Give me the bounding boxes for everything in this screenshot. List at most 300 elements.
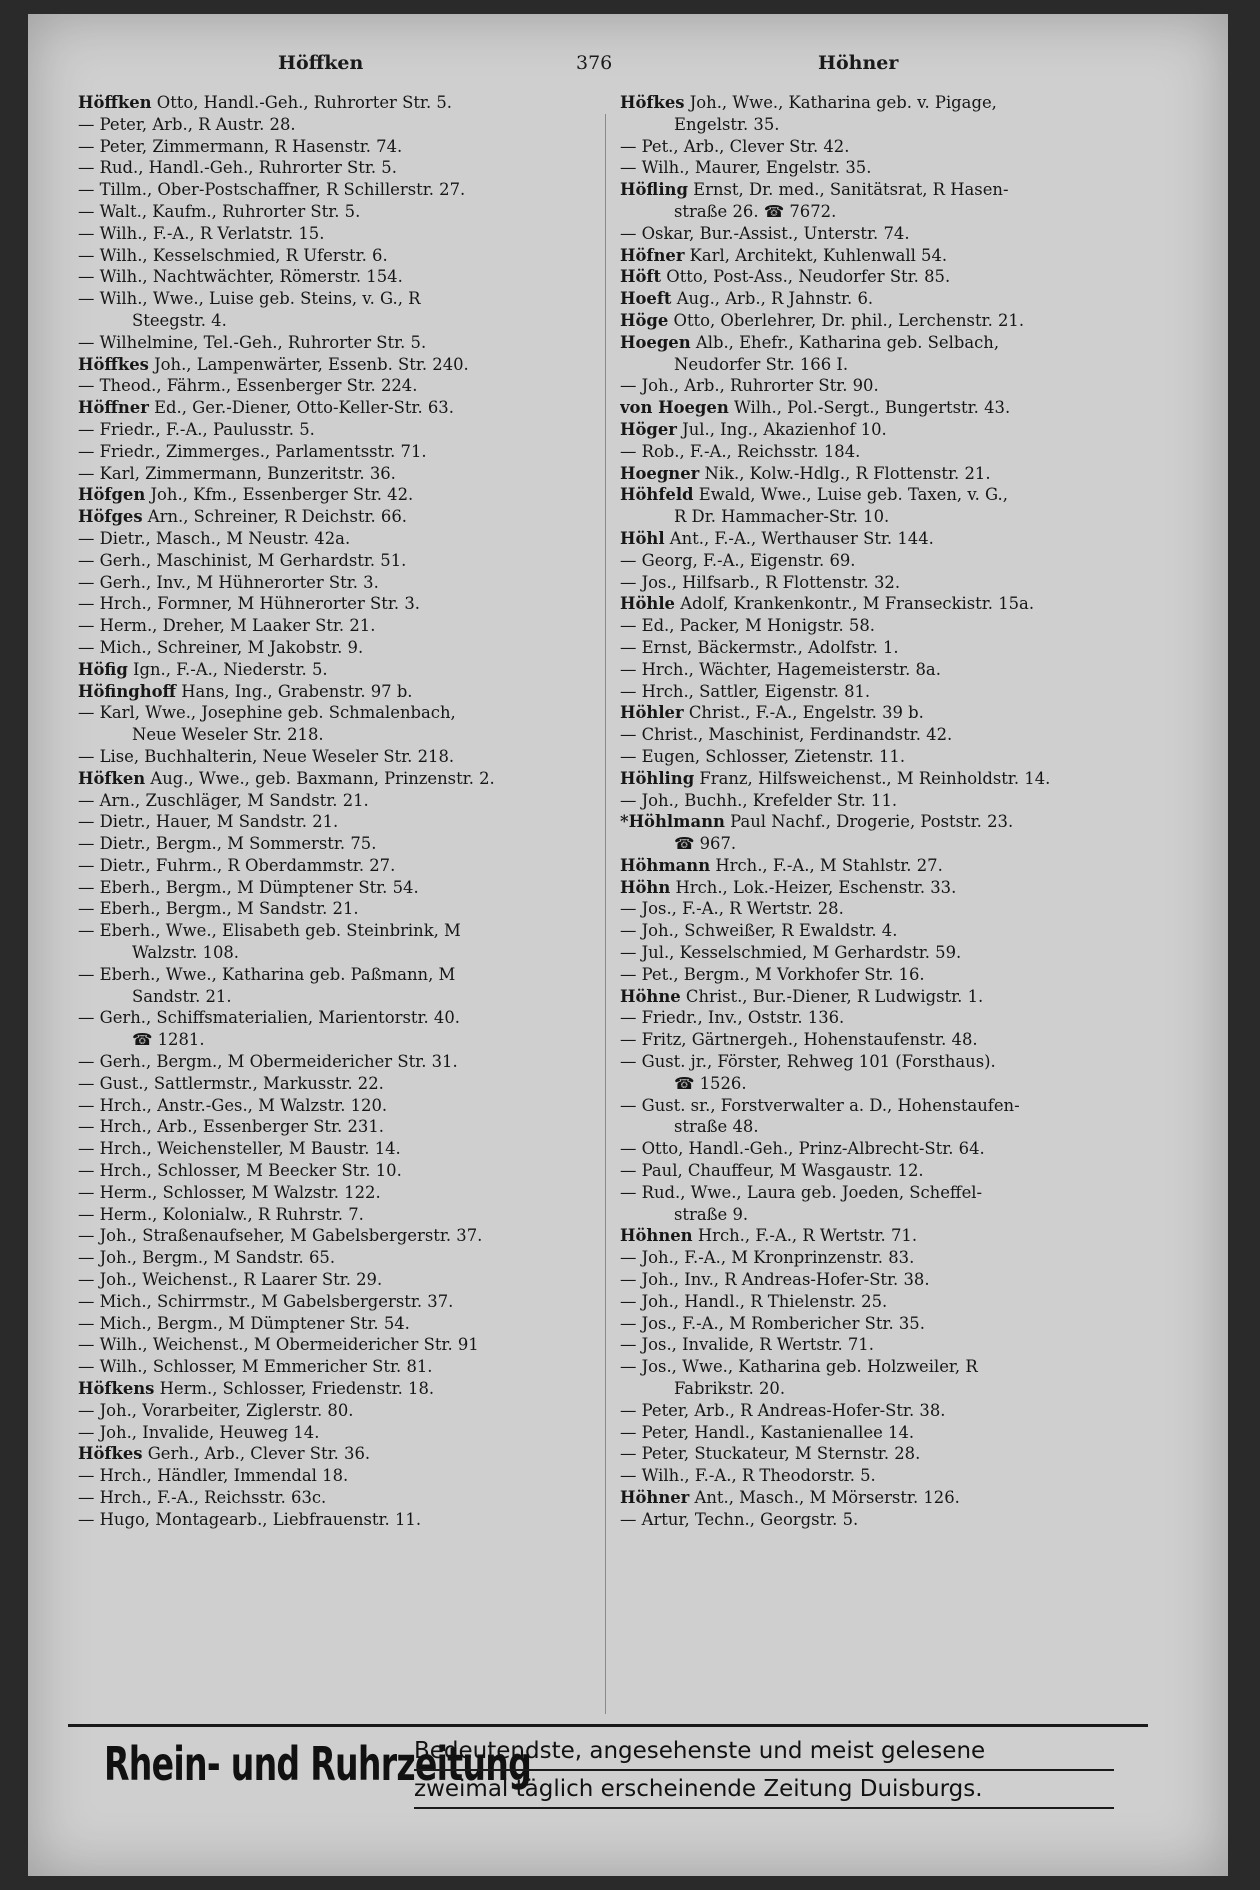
- entry-text: — Joh., Schweißer, R Ewaldstr. 4.: [620, 921, 898, 941]
- entry-text: Neue Weseler Str. 218.: [132, 725, 324, 745]
- directory-entry: [620, 964, 1200, 986]
- entry-surname: Höfling: [620, 180, 688, 200]
- entry-surname: Hoegen: [620, 332, 691, 352]
- directory-entry: [620, 877, 1200, 899]
- directory-entry: [78, 201, 618, 223]
- directory-entry: [620, 1073, 1200, 1095]
- entry-text: — Jos., Invalide, R Wertstr. 71.: [620, 1335, 874, 1355]
- entry-text: — Dietr., Bergm., M Sommerstr. 75.: [78, 834, 377, 854]
- header-right-word: Höhner: [818, 52, 899, 74]
- entry-text: Walzstr. 108.: [132, 943, 240, 963]
- entry-text: R Dr. Hammacher-Str. 10.: [674, 507, 890, 527]
- entry-text: — Joh., Invalide, Heuweg 14.: [78, 1422, 320, 1442]
- ad-line-1: Bedeutendste, angesehenste und meist gelesene: [414, 1733, 1114, 1771]
- directory-entry: [620, 811, 1200, 833]
- entry-text: — Wilhelmine, Tel.-Geh., Ruhrorter Str. 5.: [78, 332, 427, 352]
- entry-text: — Wilh., F.-A., R Theodorstr. 5.: [620, 1466, 876, 1486]
- entry-text: — Paul, Chauffeur, M Wasgaustr. 12.: [620, 1161, 924, 1181]
- entry-text: — Joh., Straßenaufseher, M Gabelsbergerstr. 37.: [78, 1226, 483, 1246]
- entry-text: — Pet., Bergm., M Vorkhofer Str. 16.: [620, 964, 925, 984]
- directory-entry: [78, 179, 618, 201]
- directory-entry: [78, 986, 618, 1008]
- entry-text: Ewald, Wwe., Luise geb. Taxen, v. G.,: [693, 485, 1008, 505]
- entry-surname: Höhl: [620, 528, 665, 548]
- entry-text: Hrch., F.-A., M Stahlstr. 27.: [710, 855, 943, 875]
- entry-text: — Hrch., Arb., Essenberger Str. 231.: [78, 1117, 384, 1137]
- directory-entry: [620, 375, 1200, 397]
- directory-entry: [620, 1116, 1200, 1138]
- entry-text: — Wilh., Maurer, Engelstr. 35.: [620, 158, 872, 178]
- directory-entry: [620, 136, 1200, 158]
- directory-entry: [620, 572, 1200, 594]
- entry-text: — Joh., Bergm., M Sandstr. 65.: [78, 1248, 336, 1268]
- entry-text: — Artur, Techn., Georgstr. 5.: [620, 1509, 859, 1529]
- entry-text: Paul Nachf., Drogerie, Poststr. 23.: [724, 812, 1014, 832]
- directory-entry: [620, 288, 1200, 310]
- directory-entry: [620, 1204, 1200, 1226]
- page-header: [28, 52, 1228, 92]
- entry-text: Jul., Ing., Akazienhof 10.: [676, 419, 887, 439]
- entry-text: — Hrch., Händler, Immendal 18.: [78, 1466, 349, 1486]
- entry-text: Christ., Bur.-Diener, R Ludwigstr. 1.: [680, 986, 984, 1006]
- entry-text: Hrch., F.-A., R Wertstr. 71.: [692, 1226, 918, 1246]
- directory-entry: [620, 659, 1200, 681]
- directory-entry: [620, 1007, 1200, 1029]
- directory-entry: [620, 223, 1200, 245]
- directory-entry: [78, 92, 618, 114]
- directory-entry: [78, 1313, 618, 1335]
- directory-entry: [78, 136, 618, 158]
- entry-text: ☎ 1526.: [674, 1073, 747, 1093]
- entry-text: Alb., Ehefr., Katharina geb. Selbach,: [690, 332, 1000, 352]
- entry-text: — Gust. sr., Forstverwalter a. D., Hohenstaufen-: [620, 1095, 1020, 1115]
- directory-entry: [78, 1269, 618, 1291]
- directory-entry: [620, 790, 1200, 812]
- directory-entry: [78, 593, 618, 615]
- directory-entry: [620, 898, 1200, 920]
- directory-entry: [620, 1465, 1200, 1487]
- directory-entry: [78, 637, 618, 659]
- entry-text: — Hrch., Formner, M Hühnerorter Str. 3.: [78, 594, 420, 614]
- entry-text: Ernst, Dr. med., Sanitätsrat, R Hasen-: [687, 180, 1009, 200]
- entry-text: — Herm., Schlosser, M Walzstr. 122.: [78, 1182, 381, 1202]
- entry-text: Steegstr. 4.: [132, 310, 227, 330]
- entry-text: Aug., Wwe., geb. Baxmann, Prinzenstr. 2.: [145, 768, 495, 788]
- entry-text: — Walt., Kaufm., Ruhrorter Str. 5.: [78, 201, 361, 221]
- directory-entry: [620, 1029, 1200, 1051]
- directory-entry: [620, 1313, 1200, 1335]
- directory-entry: [620, 1291, 1200, 1313]
- directory-entry: [78, 1182, 618, 1204]
- entry-text: — Herm., Kolonialw., R Ruhrstr. 7.: [78, 1204, 364, 1224]
- directory-entry: [620, 593, 1200, 615]
- directory-entry: [620, 245, 1200, 267]
- left-column: [78, 92, 618, 1531]
- directory-entry: [78, 1073, 618, 1095]
- directory-entry: [78, 1443, 618, 1465]
- entry-text: — Rob., F.-A., Reichsstr. 184.: [620, 441, 861, 461]
- directory-entry: [620, 441, 1200, 463]
- entry-surname: von Hoegen: [620, 398, 729, 418]
- entry-text: — Georg, F.-A., Eigenstr. 69.: [620, 550, 856, 570]
- entry-text: — Jos., F.-A., M Rombericher Str. 35.: [620, 1313, 925, 1333]
- directory-entry: [620, 506, 1200, 528]
- directory-entry: [620, 463, 1200, 485]
- entry-text: — Friedr., Zimmerges., Parlamentsstr. 71.: [78, 441, 427, 461]
- entry-surname: Höfinghoff: [78, 681, 177, 701]
- entry-text: — Karl, Zimmermann, Bunzeritstr. 36.: [78, 463, 396, 483]
- directory-entry: [78, 964, 618, 986]
- entry-text: — Rud., Wwe., Laura geb. Joeden, Scheffel-: [620, 1182, 983, 1202]
- directory-entry: [620, 637, 1200, 659]
- entry-text: — Fritz, Gärtnergeh., Hohenstaufenstr. 48.: [620, 1030, 978, 1050]
- directory-entry: [620, 1422, 1200, 1444]
- directory-entry: [78, 528, 618, 550]
- entry-text: straße 48.: [674, 1117, 759, 1137]
- entry-surname: Hoeft: [620, 289, 672, 309]
- directory-entry: [78, 506, 618, 528]
- entry-text: — Joh., Buchh., Krefelder Str. 11.: [620, 790, 898, 810]
- entry-text: Adolf, Krankenkontr., M Franseckistr. 15a.: [675, 594, 1035, 614]
- directory-entry: [620, 550, 1200, 572]
- directory-entry: [78, 1095, 618, 1117]
- ad-text: [414, 1733, 1114, 1809]
- directory-entry: [620, 768, 1200, 790]
- entry-text: Ed., Ger.-Diener, Otto-Keller-Str. 63.: [148, 398, 454, 418]
- directory-entry: [620, 1051, 1200, 1073]
- directory-entry: [78, 615, 618, 637]
- entry-text: Hrch., Lok.-Heizer, Eschenstr. 33.: [670, 877, 957, 897]
- entry-text: — Eberh., Bergm., M Sandstr. 21.: [78, 899, 359, 919]
- entry-text: — Mich., Bergm., M Dümptener Str. 54.: [78, 1313, 410, 1333]
- entry-text: — Gerh., Schiffsmaterialien, Marientorstr. 40.: [78, 1008, 460, 1028]
- entry-surname: Höger: [620, 419, 677, 439]
- directory-entry: [78, 1465, 618, 1487]
- entry-surname: Höfig: [78, 659, 128, 679]
- directory-entry: [78, 790, 618, 812]
- directory-entry: [78, 550, 618, 572]
- entry-text: — Eberh., Wwe., Elisabeth geb. Steinbrink, M: [78, 921, 461, 941]
- directory-entry: [78, 310, 618, 332]
- directory-entry: [78, 354, 618, 376]
- ad-line-2: zweimal täglich erscheinende Zeitung Duisburgs.: [414, 1771, 1114, 1809]
- directory-entry: [620, 310, 1200, 332]
- column-divider: [605, 114, 606, 1714]
- directory-entry: [78, 419, 618, 441]
- entry-text: — Peter, Arb., R Austr. 28.: [78, 114, 296, 134]
- entry-text: — Dietr., Fuhrm., R Oberdammstr. 27.: [78, 855, 396, 875]
- directory-entry: [620, 1443, 1200, 1465]
- directory-entry: [620, 724, 1200, 746]
- directory-entry: [620, 397, 1200, 419]
- entry-surname: Höfkes: [78, 1444, 143, 1464]
- directory-entry: [620, 681, 1200, 703]
- entry-text: — Gerh., Maschinist, M Gerhardstr. 51.: [78, 550, 407, 570]
- entry-text: straße 26. ☎ 7672.: [674, 201, 837, 221]
- directory-entry: [78, 1487, 618, 1509]
- directory-entry: [78, 266, 618, 288]
- entry-text: — Peter, Zimmermann, R Hasenstr. 74.: [78, 136, 403, 156]
- entry-text: — Hugo, Montagearb., Liebfrauenstr. 11.: [78, 1509, 422, 1529]
- directory-entry: [620, 1334, 1200, 1356]
- directory-entry: [620, 1247, 1200, 1269]
- entry-text: straße 9.: [674, 1204, 749, 1224]
- newspaper-advertisement: [68, 1724, 1148, 1815]
- entry-text: Engelstr. 35.: [674, 114, 780, 134]
- entry-surname: Höge: [620, 310, 669, 330]
- entry-text: — Dietr., Hauer, M Sandstr. 21.: [78, 812, 339, 832]
- entry-surname: Höhler: [620, 703, 684, 723]
- entry-text: Franz, Hilfsweichenst., M Reinholdstr. 14.: [694, 768, 1051, 788]
- entry-text: — Gerh., Inv., M Hühnerorter Str. 3.: [78, 572, 379, 592]
- directory-entry: [78, 1204, 618, 1226]
- directory-entry: [620, 1509, 1200, 1531]
- directory-entry: [78, 1007, 618, 1029]
- directory-entry: [78, 724, 618, 746]
- directory-entry: [78, 1116, 618, 1138]
- entry-text: — Eberh., Bergm., M Dümptener Str. 54.: [78, 877, 419, 897]
- directory-entry: [620, 1356, 1200, 1378]
- entry-text: Nik., Kolw.-Hdlg., R Flottenstr. 21.: [699, 463, 991, 483]
- entry-surname: Höhfeld: [620, 485, 694, 505]
- entry-text: — Jos., F.-A., R Wertstr. 28.: [620, 899, 844, 919]
- entry-text: — Theod., Fährm., Essenberger Str. 224.: [78, 376, 418, 396]
- directory-entry: [78, 463, 618, 485]
- entry-text: — Hrch., Schlosser, M Beecker Str. 10.: [78, 1161, 402, 1181]
- entry-text: — Mich., Schirrmstr., M Gabelsbergerstr. 37.: [78, 1291, 454, 1311]
- entry-text: — Hrch., F.-A., Reichsstr. 63c.: [78, 1488, 327, 1507]
- entry-text: — Wilh., Kesselschmied, R Uferstr. 6.: [78, 245, 388, 265]
- entry-text: ☎ 1281.: [132, 1030, 205, 1050]
- directory-entry: [78, 681, 618, 703]
- directory-entry: [78, 332, 618, 354]
- entry-text: Joh., Kfm., Essenberger Str. 42.: [145, 485, 414, 505]
- directory-entry: [78, 397, 618, 419]
- entry-surname: Höhner: [620, 1488, 690, 1507]
- directory-entry: [78, 1225, 618, 1247]
- entry-text: — Gust., Sattlermstr., Markusstr. 22.: [78, 1073, 384, 1093]
- entry-text: — Hrch., Anstr.-Ges., M Walzstr. 120.: [78, 1095, 388, 1115]
- right-column: [620, 92, 1200, 1531]
- entry-text: — Oskar, Bur.-Assist., Unterstr. 74.: [620, 223, 910, 243]
- entry-text: Sandstr. 21.: [132, 986, 232, 1006]
- directory-entry: [620, 920, 1200, 942]
- entry-surname: Höfkens: [78, 1379, 155, 1399]
- directory-entry: [78, 1356, 618, 1378]
- entry-text: — Eugen, Schlosser, Zietenstr. 11.: [620, 746, 906, 766]
- directory-entry: [78, 1029, 618, 1051]
- entry-text: Karl, Architekt, Kuhlenwall 54.: [684, 245, 948, 265]
- directory-entry: [78, 288, 618, 310]
- entry-text: — Gerh., Bergm., M Obermeidericher Str. 31.: [78, 1052, 458, 1072]
- entry-surname: Höhling: [620, 768, 695, 788]
- directory-entry: [620, 1269, 1200, 1291]
- directory-entry: [78, 811, 618, 833]
- directory-entry: [78, 114, 618, 136]
- entry-text: Wilh., Pol.-Sergt., Bungertstr. 43.: [728, 398, 1011, 418]
- directory-entry: [78, 484, 618, 506]
- directory-entry: [78, 746, 618, 768]
- directory-entry: [620, 179, 1200, 201]
- entry-text: — Christ., Maschinist, Ferdinandstr. 42.: [620, 725, 953, 745]
- entry-text: — Wilh., Wwe., Luise geb. Steins, v. G., R: [78, 289, 421, 309]
- entry-surname: Höffken: [78, 93, 152, 112]
- entry-text: — Lise, Buchhalterin, Neue Weseler Str. 218.: [78, 746, 455, 766]
- entry-text: — Arn., Zuschläger, M Sandstr. 21.: [78, 790, 369, 810]
- entry-text: — Peter, Stuckateur, M Sternstr. 28.: [620, 1444, 921, 1464]
- directory-entry: [620, 354, 1200, 376]
- entry-surname: Höffkes: [78, 354, 149, 374]
- entry-surname: Höfkes: [620, 93, 685, 112]
- entry-surname: Höhnen: [620, 1226, 693, 1246]
- directory-entry: [620, 1487, 1200, 1509]
- entry-text: Herm., Schlosser, Friedenstr. 18.: [154, 1379, 435, 1399]
- entry-text: — Wilh., Weichenst., M Obermeidericher Str. 91: [78, 1335, 479, 1355]
- entry-surname: Höfges: [78, 507, 143, 527]
- entry-text: Fabrikstr. 20.: [674, 1379, 786, 1399]
- directory-entry: [78, 245, 618, 267]
- entry-surname: Höffner: [78, 398, 149, 418]
- directory-entry: [78, 1051, 618, 1073]
- entry-text: — Eberh., Wwe., Katharina geb. Paßmann, M: [78, 964, 456, 984]
- directory-entry: [78, 659, 618, 681]
- directory-entry: [78, 768, 618, 790]
- directory-entry: [78, 702, 618, 724]
- directory-entry: [620, 833, 1200, 855]
- entry-text: — Herm., Dreher, M Laaker Str. 21.: [78, 616, 376, 636]
- directory-entry: [78, 920, 618, 942]
- directory-entry: [620, 157, 1200, 179]
- directory-entry: [78, 1422, 618, 1444]
- entry-text: — Peter, Arb., R Andreas-Hofer-Str. 38.: [620, 1400, 946, 1420]
- entry-text: — Gust. jr., Förster, Rehweg 101 (Forsthaus).: [620, 1052, 996, 1072]
- entry-text: — Dietr., Masch., M Neustr. 42a.: [78, 528, 351, 548]
- directory-entry: [78, 157, 618, 179]
- directory-entry: [78, 223, 618, 245]
- directory-entry: [620, 201, 1200, 223]
- entry-text: — Joh., Weichenst., R Laarer Str. 29.: [78, 1270, 383, 1290]
- directory-entry: [620, 484, 1200, 506]
- entry-text: — Wilh., Schlosser, M Emmericher Str. 81.: [78, 1357, 433, 1377]
- directory-entry: [78, 942, 618, 964]
- entry-text: — Jul., Kesselschmied, M Gerhardstr. 59.: [620, 943, 962, 963]
- entry-text: — Hrch., Sattler, Eigenstr. 81.: [620, 681, 871, 701]
- entry-text: — Jos., Wwe., Katharina geb. Holzweiler, R: [620, 1357, 978, 1377]
- entry-text: — Joh., Arb., Ruhrorter Str. 90.: [620, 376, 879, 396]
- entry-text: Ant., Masch., M Mörserstr. 126.: [689, 1488, 960, 1507]
- ad-title: Rhein- und Ruhrzeitung: [104, 1737, 532, 1791]
- directory-entry: [620, 1138, 1200, 1160]
- header-left-word: Höffken: [278, 52, 364, 74]
- directory-entry: [78, 1378, 618, 1400]
- directory-entry: [620, 266, 1200, 288]
- directory-entry: [620, 942, 1200, 964]
- entry-surname: Höft: [620, 267, 662, 287]
- directory-entry: [620, 1378, 1200, 1400]
- entry-text: — Pet., Arb., Clever Str. 42.: [620, 136, 850, 156]
- page-number: 376: [576, 52, 613, 74]
- entry-surname: Höfgen: [78, 485, 146, 505]
- directory-entry: [620, 92, 1200, 114]
- directory-entry: [78, 1291, 618, 1313]
- directory-entry: [620, 528, 1200, 550]
- directory-entry: [620, 1225, 1200, 1247]
- directory-entry: [620, 615, 1200, 637]
- entry-text: — Hrch., Wächter, Hagemeisterstr. 8a.: [620, 659, 941, 679]
- entry-text: — Jos., Hilfsarb., R Flottenstr. 32.: [620, 572, 901, 592]
- directory-entry: [620, 332, 1200, 354]
- directory-entry: [78, 898, 618, 920]
- directory-entry: [620, 1160, 1200, 1182]
- entry-surname: Höhn: [620, 877, 671, 897]
- directory-entry: [78, 1138, 618, 1160]
- entry-text: — Ed., Packer, M Honigstr. 58.: [620, 616, 875, 636]
- directory-entry: [78, 855, 618, 877]
- directory-entry: [78, 1247, 618, 1269]
- directory-page: [28, 14, 1228, 1876]
- entry-text: — Friedr., F.-A., Paulusstr. 5.: [78, 419, 315, 439]
- directory-entry: [620, 702, 1200, 724]
- directory-entry: [78, 441, 618, 463]
- entry-text: Otto, Oberlehrer, Dr. phil., Lerchenstr. 21.: [668, 310, 1025, 330]
- entry-text: — Joh., F.-A., M Kronprinzenstr. 83.: [620, 1248, 915, 1268]
- directory-entry: [78, 572, 618, 594]
- entry-text: Otto, Handl.-Geh., Ruhrorter Str. 5.: [151, 93, 453, 112]
- entry-surname: Höhne: [620, 986, 681, 1006]
- directory-entry: [78, 833, 618, 855]
- entry-text: ☎ 967.: [674, 834, 737, 854]
- entry-surname: Hoegner: [620, 463, 700, 483]
- entry-text: Otto, Post-Ass., Neudorfer Str. 85.: [661, 267, 951, 287]
- entry-text: — Hrch., Weichensteller, M Baustr. 14.: [78, 1139, 401, 1159]
- directory-entry: [620, 114, 1200, 136]
- entry-text: — Mich., Schreiner, M Jakobstr. 9.: [78, 637, 364, 657]
- directory-entry: [620, 1095, 1200, 1117]
- directory-entry: [78, 877, 618, 899]
- entry-text: — Karl, Wwe., Josephine geb. Schmalenbach,: [78, 703, 456, 723]
- entry-text: — Tillm., Ober-Postschaffner, R Schillerstr. 27.: [78, 180, 466, 200]
- entry-text: — Friedr., Inv., Oststr. 136.: [620, 1008, 845, 1028]
- entry-text: — Wilh., F.-A., R Verlatstr. 15.: [78, 223, 325, 243]
- entry-text: Aug., Arb., R Jahnstr. 6.: [671, 289, 874, 309]
- entry-surname: *Höhlmann: [620, 812, 725, 832]
- entry-text: — Peter, Handl., Kastanienallee 14.: [620, 1422, 915, 1442]
- directory-entry: [620, 746, 1200, 768]
- entry-text: Christ., F.-A., Engelstr. 39 b.: [683, 703, 924, 723]
- directory-entry: [78, 1509, 618, 1531]
- entry-text: Ign., F.-A., Niederstr. 5.: [127, 659, 328, 679]
- directory-entry: [78, 375, 618, 397]
- entry-text: Hans, Ing., Grabenstr. 97 b.: [176, 681, 413, 701]
- entry-surname: Höhmann: [620, 855, 711, 875]
- entry-text: — Rud., Handl.-Geh., Ruhrorter Str. 5.: [78, 158, 397, 178]
- directory-entry: [620, 986, 1200, 1008]
- entry-surname: Höfken: [78, 768, 146, 788]
- entry-text: — Otto, Handl.-Geh., Prinz-Albrecht-Str. 64.: [620, 1139, 985, 1159]
- entry-surname: Höfner: [620, 245, 685, 265]
- entry-text: Joh., Wwe., Katharina geb. v. Pigage,: [684, 93, 997, 112]
- entry-text: — Ernst, Bäckermstr., Adolfstr. 1.: [620, 637, 899, 657]
- entry-text: Neudorfer Str. 166 I.: [674, 354, 849, 374]
- directory-entry: [78, 1400, 618, 1422]
- entry-text: Joh., Lampenwärter, Essenb. Str. 240.: [148, 354, 469, 374]
- entry-text: Arn., Schreiner, R Deichstr. 66.: [142, 507, 408, 527]
- entry-text: — Joh., Inv., R Andreas-Hofer-Str. 38.: [620, 1270, 930, 1290]
- entry-text: — Wilh., Nachtwächter, Römerstr. 154.: [78, 267, 403, 287]
- directory-entry: [620, 1400, 1200, 1422]
- directory-entry: [78, 1160, 618, 1182]
- entry-text: — Joh., Handl., R Thielenstr. 25.: [620, 1291, 888, 1311]
